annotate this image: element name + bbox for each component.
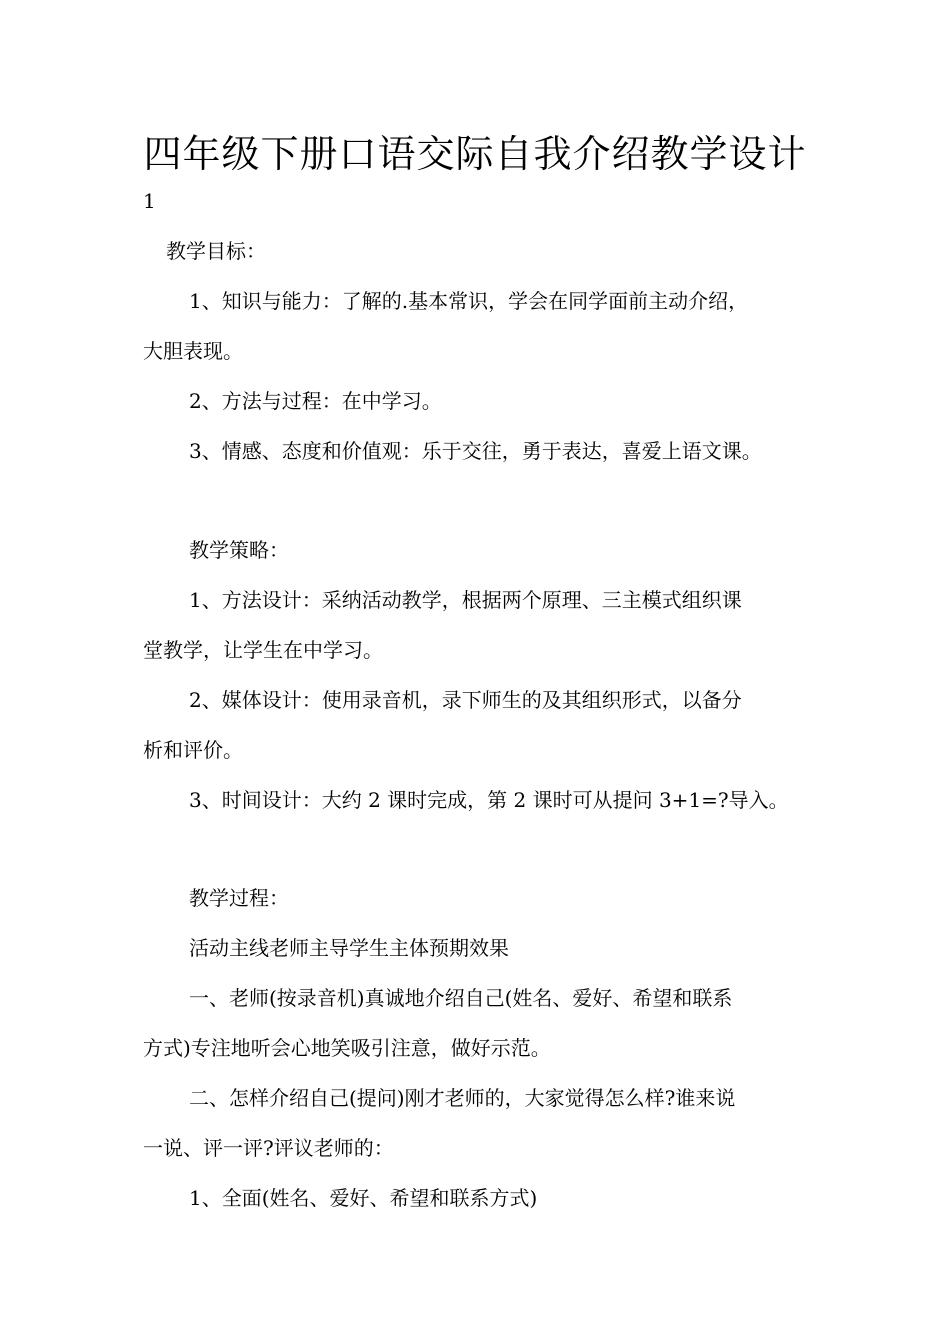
goal-3: 3、情感、态度和价值观：乐于交往，勇于表达，喜爱上语文课。 [189, 439, 762, 463]
strategy-3: 3、时间设计：大约 2 课时完成，第 2 课时可从提问 3+1=?导入。 [189, 788, 789, 812]
step-1-line-2: 方式)专注地听会心地笑吸引注意，做好示范。 [143, 1036, 551, 1060]
goals-heading: 教学目标： [166, 239, 266, 263]
goal-1-line-1: 1、知识与能力：了解的.基本常识，学会在同学面前主动介绍， [189, 289, 749, 313]
goal-2: 2、方法与过程：在中学习。 [189, 389, 442, 413]
strategy-1-line-2: 堂教学，让学生在中学习。 [143, 638, 383, 662]
strategy-2-line-2: 析和评价。 [143, 738, 243, 762]
strategy-2-line-1: 2、媒体设计：使用录音机，录下师生的及其组织形式，以备分 [189, 688, 742, 712]
goal-1-line-2: 大胆表现。 [143, 339, 243, 363]
page-number: 1 [143, 189, 156, 213]
process-columns: 活动主线老师主导学生主体预期效果 [189, 936, 509, 960]
document-title: 四年级下册口语交际自我介绍教学设计 [143, 132, 807, 176]
step-2-line-1: 二、怎样介绍自己(提问)刚才老师的，大家觉得怎么样?谁来说 [189, 1086, 736, 1110]
step-2-point-1: 1、全面(姓名、爱好、希望和联系方式) [189, 1186, 538, 1210]
strategy-heading: 教学策略： [189, 538, 289, 562]
step-1-line-1: 一、老师(按录音机)真诚地介绍自己(姓名、爱好、希望和联系 [189, 986, 733, 1010]
step-2-line-2: 一说、评一评?评议老师的： [143, 1136, 394, 1160]
process-heading: 教学过程： [189, 886, 289, 910]
strategy-1-line-1: 1、方法设计：采纳活动教学，根据两个原理、三主模式组织课 [189, 588, 742, 612]
